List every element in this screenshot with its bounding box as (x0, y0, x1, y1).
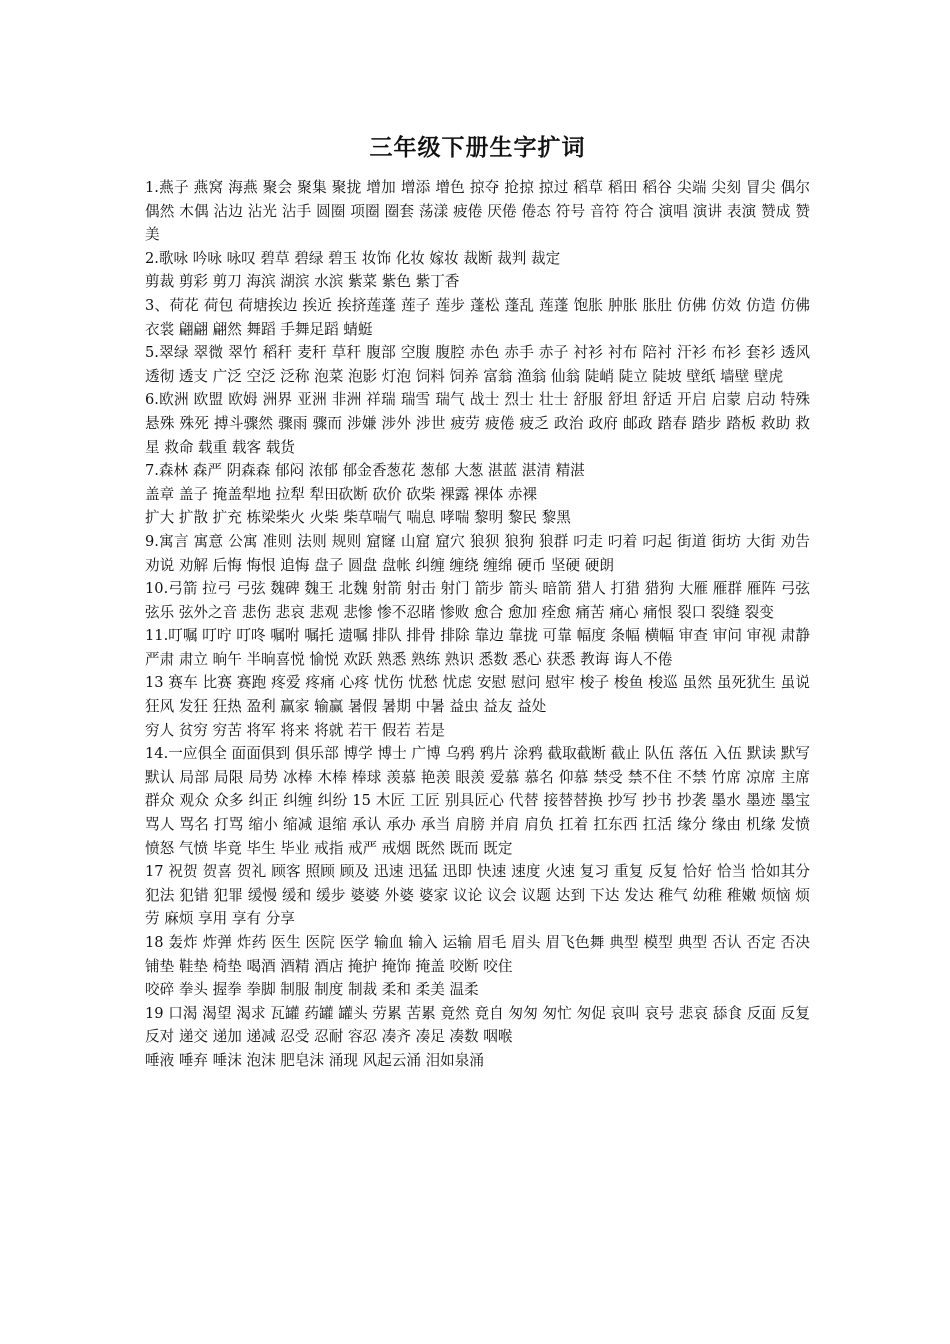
paragraph: 14.一应俱全 面面俱到 俱乐部 博学 博士 广博 乌鸦 鸦片 涂鸦 截取截断 截止 队伍 落伍 入伍 默读 默写 默认 局部 局限 局势 冰棒 木棒 棒球 羡慕 艳羡 眼羡 爱慕 慕名 仰慕 禁受 禁不住 不禁 竹席 凉席 主席 群众 观众 众多 纠正 纠缠 纠纷 15 木匠 工匠 别具匠心 代替 接替替换 抄写 抄书 抄袭 墨水 墨迹 墨宝 骂人 骂名 打骂 缩小 缩减 退缩 承认 承办 承当 肩膀 并肩 肩负 扛着 扛东西 扛活 缘分 缘由 机缘 发愤 愤怒 气愤 毕竟 毕生 毕业 戒指 戒严 戒烟 既然 既而 既定 (145, 745, 810, 857)
paragraph: 剪裁 剪彩 剪刀 海滨 湖滨 水滨 紫菜 紫色 紫丁香 (145, 273, 460, 291)
paragraph: 10.弓箭 拉弓 弓弦 魏碑 魏王 北魏 射箭 射击 射门 箭步 箭头 暗箭 猎人 打猎 猎狗 大雁 雁群 雁阵 弓弦 弦乐 弦外之音 悲伤 悲哀 悲观 悲惨 惨不忍睹 惨败 愈合 愈加 痊愈 痛苦 痛心 痛恨 裂口 裂缝 裂变 (145, 580, 810, 621)
paragraph: 6.欧洲 欧盟 欧姆 洲界 亚洲 非洲 祥瑞 瑞雪 瑞气 战士 烈士 壮士 舒服 舒坦 舒适 开启 启蒙 启动 特殊 悬殊 殊死 搏斗骤然 骤雨 骤而 涉嫌 涉外 涉世 疲劳 疲倦 疲乏 政治 政府 邮政 踏春 踏步 踏板 救助 救星 救命 载重 载客 载货 (145, 391, 810, 456)
paragraph: 11.叮嘱 叮咛 叮咚 嘱咐 嘱托 遗嘱 排队 排骨 排除 靠边 靠拢 可靠 幅度 条幅 横幅 审查 审问 审视 肃静 严肃 肃立 晌午 半晌喜悦 愉悦 欢跃 熟悉 熟练 熟识 悉数 悉心 获悉 教诲 诲人不倦 (145, 627, 810, 668)
page-title: 三年级下册生字扩词 (369, 134, 586, 161)
paragraph: 扩大 扩散 扩充 栋梁柴火 火柴 柴草喘气 喘息 哮喘 黎明 黎民 黎黑 (145, 509, 571, 527)
paragraph: 17 祝贺 贺喜 贺礼 顾客 照顾 顾及 迅速 迅猛 迅即 快速 速度 火速 复习 重复 反复 恰好 恰当 恰如其分 犯法 犯错 犯罪 缓慢 缓和 缓步 婆婆 外婆 婆家 议论 议会 议题 达到 下达 发达 稚气 幼稚 稚嫩 烦恼 烦劳 麻烦 享用 享有 分享 (145, 863, 810, 928)
paragraph: 穷人 贫穷 穷苦 将军 将来 将就 若干 假若 若是 (145, 721, 445, 739)
paragraph: 7.森林 森严 阴森森 郁闷 浓郁 郁金香葱花 葱郁 大葱 湛蓝 湛清 精湛 (145, 462, 585, 480)
paragraph: 盖章 盖子 掩盖犁地 拉犁 犁田砍断 砍价 砍柴 裸露 裸体 赤裸 (145, 485, 538, 503)
paragraph: 19 口渴 渴望 渴求 瓦罐 药罐 罐头 劳累 苦累 竟然 竟自 匆匆 匆忙 匆促 哀叫 哀号 悲哀 舔食 反面 反复 反对 递交 递加 递减 忍受 忍耐 容忍 凑齐 凑足 凑数 咽喉 (145, 1004, 810, 1046)
paragraph: 1.燕子 燕窝 海燕 聚会 聚集 聚拢 增加 增添 增色 掠夺 抢掠 掠过 稻草 稻田 稻谷 尖端 尖刻 冒尖 偶尔 偶然 木偶 沾边 沾光 沾手 圆圈 项圈 圈套 荡漾 疲倦 厌倦 倦态 符号 音符 符合 演唱 演讲 表演 赞成 赞美 (145, 179, 810, 244)
paragraph: 3、荷花 荷包 荷塘挨边 挨近 挨挤莲蓬 莲子 莲步 蓬松 蓬乱 莲蓬 饱胀 肿胀 胀肚 仿佛 仿效 仿造 仿佛 衣裳 翩翩 翩然 舞蹈 手舞足蹈 蜻蜓 (145, 296, 810, 338)
paragraph: 2.歌咏 吟咏 咏叹 碧草 碧绿 碧玉 妆饰 化妆 嫁妆 裁断 裁判 裁定 (145, 249, 561, 267)
paragraph: 唾液 唾弃 唾沫 泡沫 肥皂沫 涌现 风起云涌 泪如泉涌 (145, 1051, 484, 1069)
paragraph: 13 赛车 比赛 赛跑 疼爱 疼痛 心疼 忧伤 忧愁 忧虑 安慰 慰问 慰牢 梭子 梭鱼 梭巡 虽然 虽死犹生 虽说 狂风 发狂 狂热 盈利 赢家 输赢 暑假 暑期 中暑 益虫 益友 益处 (145, 674, 810, 716)
paragraph: 5.翠绿 翠微 翠竹 稻秆 麦秆 草秆 腹部 空腹 腹腔 赤色 赤手 赤子 衬衫 衬布 陪衬 汗衫 布衫 套衫 透风 透彻 透支 广泛 空泛 泛称 泡菜 泡影 灯泡 饲料 饲养 富翁 渔翁 仙翁 陡峭 陡立 陡坡 壁纸 墙壁 壁虎 (145, 344, 810, 385)
paragraph: 9.寓言 寓意 公寓 准则 法则 规则 窟窿 山窟 窟穴 狼狈 狼狗 狼群 叼走 叼着 叼起 街道 街坊 大街 劝告 劝说 劝解 后悔 悔恨 追悔 盘子 圆盘 盘帐 纠缠 缠绕 缠绵 硬币 坚硬 硬朗 (145, 532, 810, 574)
paragraph: 咬碎 拳头 握拳 拳脚 制服 制度 制裁 柔和 柔美 温柔 (145, 981, 479, 999)
document-page (145, 132, 810, 1073)
paragraph: 18 轰炸 炸弹 炸药 医生 医院 医学 输血 输入 运输 眉毛 眉头 眉飞色舞 典型 模型 典型 否认 否定 否决 铺垫 鞋垫 椅垫 喝酒 酒精 酒店 掩护 掩饰 掩盖 咬断 咬住 (145, 934, 810, 975)
